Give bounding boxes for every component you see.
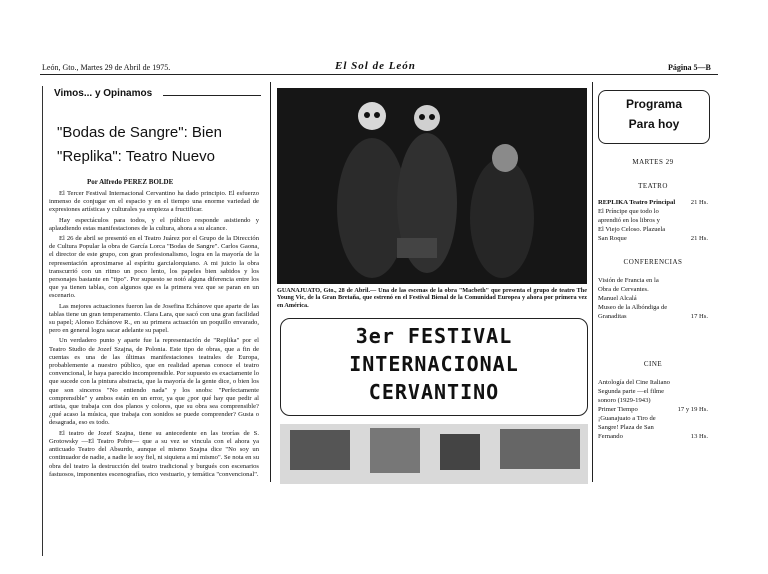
list-item: El Príncipe que todo lo (598, 208, 659, 215)
section-teatro: TEATRO (638, 182, 668, 190)
paragraph: Las mejores actuaciones fueron las de Josefina Echánove que aparte de las tablas tiene un gran temperamento. Clara Lara, que sacó con una gran facilidad su papel; Alonso Echánove R., en su primera actuación un poquillo envarado, pero en general logra sacar adelante su papel. (49, 302, 259, 335)
paragraph: El 26 de abril se presentó en el Teatro Juárez por el Grupo de la Dirección de Cultura Popular la obra de García Lorca "Bodas de Sangre". Carlos Gaona, el director de este grupo, con gran profesionalismo, logra en la mayoría de la representación aproximarse al espíritu garcialorquiano. A mi juicio la obra transcurrió con un ritmo un poco lento, los papeles bien sabidos y los personajes bastante en "tipo". Por supuesto se notó alguna diferencia entre los que ya tienen tablas, con algunos que es la primera vez que se paran en un escenario. (49, 235, 259, 300)
programa-date: MARTES 29 (632, 158, 674, 166)
paragraph: El teatro de Jozef Szajna, tiene su antecedente en las teorías de S. Grotowsky —El Teatro Pobre— que a su vez se vincula con el ahora ya anticuado Teatro del Absurdo, aunque el mismo Szajna dice "No soy un continuador de nadie, a nadie le soy fiel, ni siquiera a mí mismo". Se nota en su obra del teatro la destrucción del teatro tradicional y burgués con escenarios fastuosos, imponentes escenografías, rico vestuario, y temática "convencional". (49, 429, 259, 478)
list-item: Fernando 13 Hs. (598, 433, 708, 440)
festival-line-3: CERVANTINO (368, 380, 500, 404)
paragraph: Hay espectáculos para todos, y el público responde asistiendo y aplaudiendo estas manifestaciones de la cultura, ahora a su alcance. (49, 216, 259, 232)
page-number: Página 5—B (668, 63, 711, 72)
column-divider (270, 82, 271, 482)
masthead: El Sol de León (335, 60, 416, 72)
list-item: El Viejo Celoso. Plazuela (598, 226, 666, 233)
list-item: Visión de Francia en la (598, 277, 659, 284)
section-cine: CINE (643, 360, 663, 368)
programa-title-2: Para hoy (628, 117, 680, 131)
list-item: REPLIKA Teatro Principal 21 Hs. (598, 199, 708, 206)
section-conferencias: CONFERENCIAS (623, 258, 683, 266)
theatre-scene-image (277, 88, 587, 284)
list-item: San Roque 21 Hs. (598, 235, 708, 242)
column-kicker: Vimos... y Opinamos (51, 88, 155, 99)
list-item: aprendió en los libros y (598, 217, 660, 224)
list-item: Granaditas 17 Hs. (598, 313, 708, 320)
list-item: Museo de la Albóndiga de (598, 304, 668, 311)
festival-line-2: INTERNACIONAL (349, 352, 519, 376)
kicker-rule (163, 95, 261, 96)
stage-image (280, 424, 588, 484)
column-divider (592, 82, 593, 482)
photo-caption: GUANAJUATO, Gto., 28 de Abril.— Una de las escenas de la obra "Macbeth" que presenta el grupo de teatro The Young Vic, de la Gran Bretaña, que estrenó en el Festival Bienal de la Comunidad Europea y ahora por primera vez en América. (277, 287, 587, 309)
bottom-photo (280, 424, 588, 484)
festival-banner (280, 318, 588, 416)
dateline: León, Gto., Martes 29 de Abril de 1975. (42, 63, 171, 72)
list-item: Primer Tiempo 17 y 19 Hs. (598, 406, 708, 413)
list-item: Sangre! Plaza de San (598, 424, 654, 431)
article-box (42, 86, 261, 556)
headline-1: "Bodas de Sangre": Bien (57, 124, 222, 141)
list-item: Antología del Cine Italiano (598, 379, 670, 386)
macbeth-photo (277, 88, 587, 284)
list-item: Obra de Cervantes. (598, 286, 649, 293)
paragraph: Un verdadero punto y aparte fue la representación de "Replika" por el Teatro Studio de Jozef Szajna, de Polonia. Este tipo de obras, que a fin de cuentas es una de las últimas manifestaciones teatrales de Europa, probablemente a nuestro público, que en realidad apenas conoce el teatro convencional, le haya parecido incomprensible. Por supuesto es exactamente lo que sucede con la pintura abstracta, que la mayoría de la gente dice, o bien los que son sinceros "No entiendo nada" y los snobs: "Perfectamente comprensible" y ambos están en un error, ya que ¿por qué hay que pedir al artista, que trabaja con dos planos y colores, que su obra sea comprensible? ¿qué acaso la música, que trabaja con sonidos se puede comprender? Gusta o desagrada, eso es todo. (49, 337, 259, 427)
list-item: Segunda parte —el filme (598, 388, 665, 395)
programa-box (598, 90, 710, 144)
teatro-list (598, 198, 708, 243)
paragraph: El Tercer Festival Internacional Cervantino ha dado principio. El esfuerzo inmenso de conjugar en el espacio y en el tiempo una enorme variedad de expresiones artísticas y culturales ya empieza a fructificar. (49, 190, 259, 214)
list-item: sonoro (1929-1943) (598, 397, 651, 404)
list-item: Manuel Alcalá (598, 295, 637, 302)
byline: Por Alfredo PEREZ BOLDE (87, 178, 174, 186)
article-body (49, 190, 259, 481)
headline-2: "Replika": Teatro Nuevo (57, 148, 215, 165)
cine-list (598, 378, 708, 441)
programa-title-1: Programa (625, 97, 683, 111)
header-rule (40, 74, 718, 75)
conferencias-list (598, 276, 708, 321)
list-item: ¡Guanajuato a Tiro de (598, 415, 656, 422)
festival-line-1: 3er FESTIVAL (355, 324, 513, 348)
